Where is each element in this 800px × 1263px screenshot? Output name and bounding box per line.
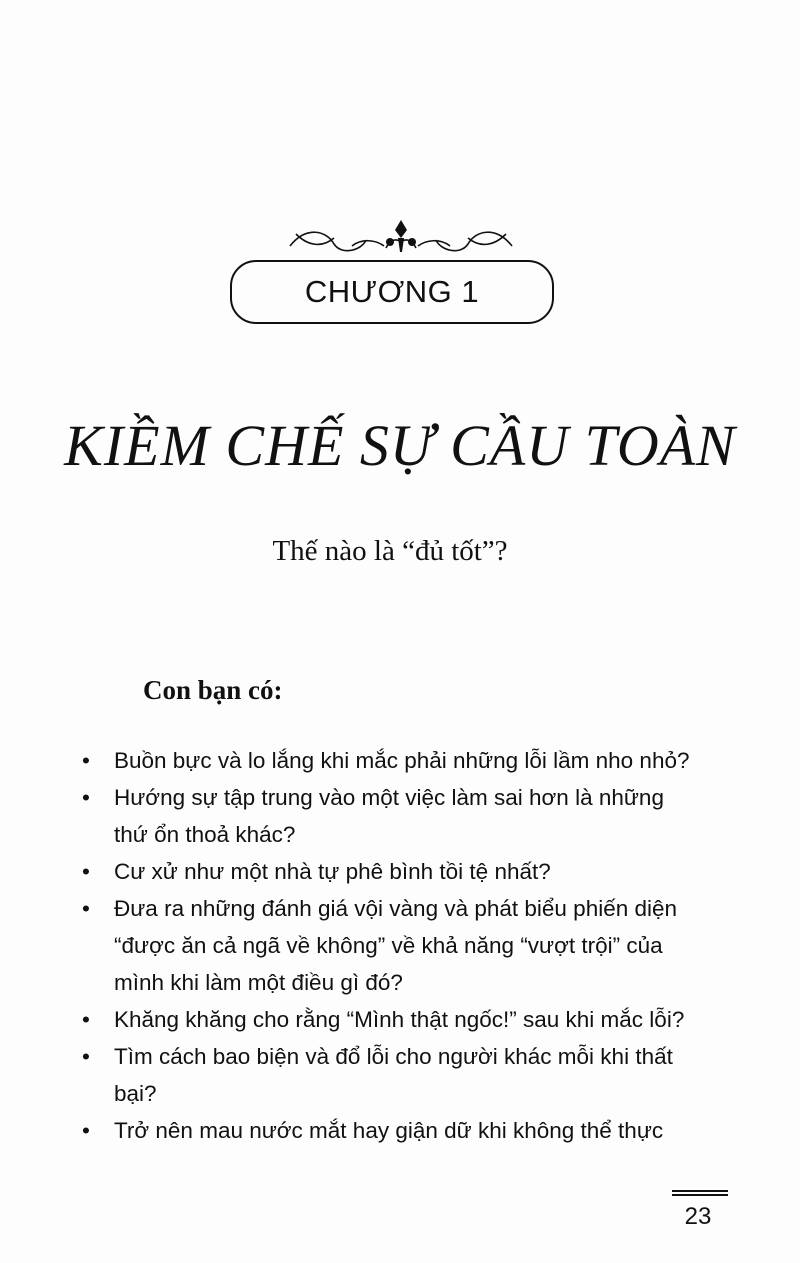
bullet-icon: • (82, 785, 90, 810)
list-item (80, 1038, 700, 1112)
bullet-icon: • (82, 1007, 90, 1032)
list-item (80, 742, 700, 779)
bullet-icon: • (82, 748, 90, 773)
bullet-icon: • (82, 1044, 90, 1069)
list-item (80, 853, 700, 890)
footer-rule (672, 1190, 728, 1192)
list-item-text: Đưa ra những đánh giá vội vàng và phát biểu phiến diện “được ăn cả ngã về không” về khả năng “vượt trội” của mình khi làm một điều gì đó? (114, 896, 678, 995)
list-item (80, 1112, 700, 1149)
list-item-text: Cư xử như một nhà tự phê bình tồi tệ nhất? (114, 859, 551, 884)
list-item-text: Hướng sự tập trung vào một việc làm sai hơn là những thứ ổn thoả khác? (114, 785, 664, 847)
question-lead: Con bạn có: (143, 675, 283, 705)
chapter-label: CHƯƠNG 1 (304, 274, 480, 309)
bullet-icon: • (82, 896, 90, 921)
list-item-text: Tìm cách bao biện và đổ lỗi cho người khác mỗi khi thất bại? (114, 1044, 673, 1106)
bullet-icon: • (82, 1118, 90, 1143)
chapter-title: KIỀM CHẾ SỰ CẦU TOÀN (64, 413, 736, 478)
list-item-text: Buồn bực và lo lắng khi mắc phải những lỗi lầm nho nhỏ? (114, 748, 690, 773)
page-number: 23 (684, 1203, 712, 1230)
question-list (80, 742, 700, 1149)
list-item-text: Trở nên mau nước mắt hay giận dữ khi không thể thực (114, 1118, 664, 1143)
chapter-subtitle: Thế nào là “đủ tốt”? (272, 535, 508, 567)
list-item (80, 779, 700, 853)
bullet-icon: • (82, 859, 90, 884)
chapter-label-box (230, 260, 554, 324)
list-item (80, 890, 700, 1001)
footer-rule (672, 1194, 728, 1196)
decorative-flourish-icon (286, 216, 516, 260)
list-item-text: Khăng khăng cho rằng “Mình thật ngốc!” sau khi mắc lỗi? (114, 1007, 685, 1032)
list-item (80, 1001, 700, 1038)
